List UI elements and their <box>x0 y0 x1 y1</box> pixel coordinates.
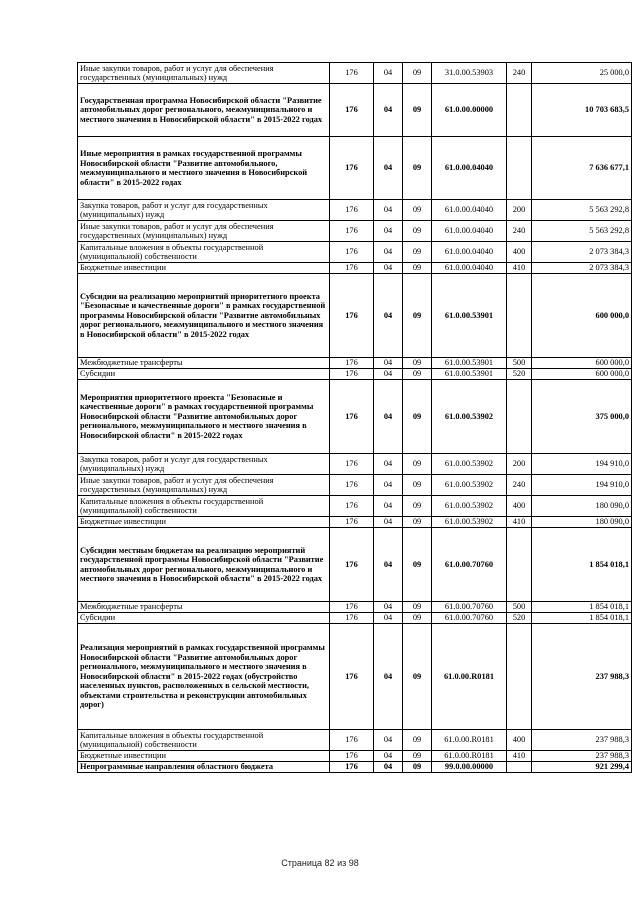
cell-csr: 61.0.00.00000 <box>432 84 507 137</box>
cell-csr: 61.0.00.R0181 <box>432 751 507 762</box>
cell-pr: 09 <box>403 137 432 200</box>
cell-amount: 180 090,0 <box>532 517 632 528</box>
cell-name: Бюджетные инвестиции <box>78 263 330 274</box>
cell-csr: 99.0.00.00000 <box>432 762 507 773</box>
cell-pr: 09 <box>403 242 432 263</box>
cell-ved: 176 <box>330 200 374 221</box>
cell-pr: 09 <box>403 63 432 84</box>
cell-rz: 04 <box>374 517 403 528</box>
cell-ved: 176 <box>330 137 374 200</box>
cell-vr: 410 <box>507 751 532 762</box>
cell-csr: 61.0.00.53901 <box>432 358 507 369</box>
cell-csr: 31.0.00.53903 <box>432 63 507 84</box>
cell-ved: 176 <box>330 369 374 380</box>
table-row <box>78 84 632 137</box>
cell-name: Непрограммные направления областного бюджета <box>78 762 330 773</box>
cell-csr: 61.0.00.R0181 <box>432 730 507 751</box>
cell-ved: 176 <box>330 475 374 496</box>
table-row <box>78 517 632 528</box>
cell-ved: 176 <box>330 762 374 773</box>
cell-ved: 176 <box>330 380 374 454</box>
cell-amount: 1 854 018,1 <box>532 613 632 624</box>
cell-amount: 600 000,0 <box>532 274 632 358</box>
cell-rz: 04 <box>374 496 403 517</box>
table-row <box>78 624 632 730</box>
cell-ved: 176 <box>330 528 374 602</box>
cell-amount: 194 910,0 <box>532 454 632 475</box>
cell-pr: 09 <box>403 274 432 358</box>
table-row <box>78 496 632 517</box>
cell-csr: 61.0.00.04040 <box>432 137 507 200</box>
cell-amount: 7 636 677,1 <box>532 137 632 200</box>
cell-ved: 176 <box>330 84 374 137</box>
cell-vr <box>507 137 532 200</box>
cell-vr: 200 <box>507 454 532 475</box>
cell-name: Мероприятия приоритетного проекта "Безопасные и качественные дороги" в рамках государственной программы Новосибирской области "Развитие автомобильных дорог регионального, межмуниципального и местного значения в Новосибирской области" в 2015-2022 годах <box>78 380 330 454</box>
cell-rz: 04 <box>374 380 403 454</box>
table-row <box>78 528 632 602</box>
cell-amount: 375 000,0 <box>532 380 632 454</box>
cell-vr: 410 <box>507 263 532 274</box>
cell-pr: 09 <box>403 454 432 475</box>
cell-rz: 04 <box>374 242 403 263</box>
cell-name: Государственная программа Новосибирской области "Развитие автомобильных дорог регионального, межмуниципального и местного значения в Новосибирской области" в 2015-2022 годах <box>78 84 330 137</box>
table-row <box>78 751 632 762</box>
cell-name: Капитальные вложения в объекты государственной (муниципальной) собственности <box>78 496 330 517</box>
cell-ved: 176 <box>330 602 374 613</box>
cell-rz: 04 <box>374 137 403 200</box>
cell-rz: 04 <box>374 263 403 274</box>
table-row <box>78 137 632 200</box>
cell-rz: 04 <box>374 528 403 602</box>
table-row <box>78 263 632 274</box>
table-row <box>78 200 632 221</box>
cell-name: Иные мероприятия в рамках государственной программы Новосибирской области "Развитие автомобильного, межмуниципального и местного значения в Новосибирской области" в 2015-2022 годах <box>78 137 330 200</box>
cell-pr: 09 <box>403 475 432 496</box>
page-footer: Страница 82 из 98 <box>281 858 359 868</box>
cell-vr: 500 <box>507 602 532 613</box>
cell-name: Капитальные вложения в объекты государственной (муниципальной) собственности <box>78 730 330 751</box>
cell-amount: 10 703 683,5 <box>532 84 632 137</box>
table-row <box>78 369 632 380</box>
cell-name: Закупка товаров, работ и услуг для государственных (муниципальных) нужд <box>78 200 330 221</box>
cell-pr: 09 <box>403 369 432 380</box>
cell-name: Межбюджетные трансферты <box>78 602 330 613</box>
cell-name: Субсидии местным бюджетам на реализацию мероприятий государственной программы Новосибирской области "Развитие автомобильных дорог регионального, межмуниципального и местного значения в Новосибирской области" в 2015-2022 годах <box>78 528 330 602</box>
cell-vr: 400 <box>507 730 532 751</box>
cell-csr: 61.0.00.53901 <box>432 369 507 380</box>
cell-vr: 500 <box>507 358 532 369</box>
cell-ved: 176 <box>330 730 374 751</box>
table-row <box>78 730 632 751</box>
cell-rz: 04 <box>374 369 403 380</box>
cell-pr: 09 <box>403 751 432 762</box>
cell-ved: 176 <box>330 358 374 369</box>
table-row <box>78 221 632 242</box>
cell-name: Субсидии <box>78 369 330 380</box>
cell-ved: 176 <box>330 496 374 517</box>
cell-rz: 04 <box>374 602 403 613</box>
cell-vr: 240 <box>507 221 532 242</box>
cell-name: Иные закупки товаров, работ и услуг для обеспечения государственных (муниципальных) нужд <box>78 221 330 242</box>
cell-pr: 09 <box>403 528 432 602</box>
cell-rz: 04 <box>374 475 403 496</box>
cell-amount: 921 299,4 <box>532 762 632 773</box>
cell-csr: 61.0.00.R0181 <box>432 624 507 730</box>
cell-vr: 410 <box>507 517 532 528</box>
cell-ved: 176 <box>330 263 374 274</box>
cell-ved: 176 <box>330 242 374 263</box>
cell-vr <box>507 274 532 358</box>
cell-amount: 237 988,3 <box>532 730 632 751</box>
cell-vr <box>507 380 532 454</box>
cell-csr: 61.0.00.53902 <box>432 496 507 517</box>
cell-rz: 04 <box>374 84 403 137</box>
cell-name: Капитальные вложения в объекты государственной (муниципальной) собственности <box>78 242 330 263</box>
cell-amount: 5 563 292,8 <box>532 221 632 242</box>
cell-pr: 09 <box>403 221 432 242</box>
cell-amount: 2 073 384,3 <box>532 242 632 263</box>
table-row <box>78 602 632 613</box>
cell-vr: 240 <box>507 475 532 496</box>
cell-csr: 61.0.00.70760 <box>432 602 507 613</box>
cell-csr: 61.0.00.04040 <box>432 242 507 263</box>
cell-name: Бюджетные инвестиции <box>78 517 330 528</box>
table-row <box>78 475 632 496</box>
cell-ved: 176 <box>330 63 374 84</box>
cell-ved: 176 <box>330 751 374 762</box>
cell-csr: 61.0.00.53901 <box>432 274 507 358</box>
cell-name: Закупка товаров, работ и услуг для государственных (муниципальных) нужд <box>78 454 330 475</box>
table-row <box>78 274 632 358</box>
cell-pr: 09 <box>403 624 432 730</box>
table-row <box>78 454 632 475</box>
cell-amount: 2 073 384,3 <box>532 263 632 274</box>
cell-vr <box>507 84 532 137</box>
cell-name: Субсидии <box>78 613 330 624</box>
cell-amount: 1 854 018,1 <box>532 602 632 613</box>
cell-amount: 194 910,0 <box>532 475 632 496</box>
cell-rz: 04 <box>374 730 403 751</box>
cell-csr: 61.0.00.04040 <box>432 263 507 274</box>
cell-pr: 09 <box>403 263 432 274</box>
cell-rz: 04 <box>374 762 403 773</box>
table-row <box>78 63 632 84</box>
cell-csr: 61.0.00.53902 <box>432 454 507 475</box>
cell-csr: 61.0.00.53902 <box>432 517 507 528</box>
cell-csr: 61.0.00.70760 <box>432 528 507 602</box>
cell-rz: 04 <box>374 454 403 475</box>
cell-pr: 09 <box>403 613 432 624</box>
cell-pr: 09 <box>403 200 432 221</box>
cell-pr: 09 <box>403 730 432 751</box>
cell-csr: 61.0.00.04040 <box>432 221 507 242</box>
cell-pr: 09 <box>403 380 432 454</box>
cell-name: Бюджетные инвестиции <box>78 751 330 762</box>
cell-rz: 04 <box>374 63 403 84</box>
cell-name: Реализация мероприятий в рамках государственной программы Новосибирской области "Развитие автомобильных дорог регионального, межмуниципального и местного значения в Новосибирской области" в 2015-2022 годах (обустройство населенных пунктов, расположенных в сельской местности, объектами строительства и реконструкции автомобильных дорог) <box>78 624 330 730</box>
cell-amount: 237 988,3 <box>532 751 632 762</box>
cell-amount: 180 090,0 <box>532 496 632 517</box>
table-row <box>78 358 632 369</box>
cell-vr: 400 <box>507 496 532 517</box>
cell-pr: 09 <box>403 496 432 517</box>
table-row <box>78 242 632 263</box>
cell-rz: 04 <box>374 200 403 221</box>
cell-rz: 04 <box>374 624 403 730</box>
cell-csr: 61.0.00.70760 <box>432 613 507 624</box>
cell-vr: 200 <box>507 200 532 221</box>
cell-name: Иные закупки товаров, работ и услуг для обеспечения государственных (муниципальных) нужд <box>78 475 330 496</box>
cell-csr: 61.0.00.53902 <box>432 475 507 496</box>
table-row <box>78 762 632 773</box>
cell-amount: 1 854 018,1 <box>532 528 632 602</box>
cell-ved: 176 <box>330 624 374 730</box>
cell-ved: 176 <box>330 454 374 475</box>
cell-pr: 09 <box>403 602 432 613</box>
cell-amount: 25 000,0 <box>532 63 632 84</box>
budget-table <box>77 62 632 773</box>
cell-pr: 09 <box>403 762 432 773</box>
cell-ved: 176 <box>330 221 374 242</box>
cell-rz: 04 <box>374 221 403 242</box>
cell-amount: 600 000,0 <box>532 358 632 369</box>
cell-vr: 240 <box>507 63 532 84</box>
cell-vr <box>507 762 532 773</box>
cell-ved: 176 <box>330 274 374 358</box>
cell-pr: 09 <box>403 84 432 137</box>
cell-rz: 04 <box>374 613 403 624</box>
cell-ved: 176 <box>330 613 374 624</box>
cell-vr <box>507 624 532 730</box>
cell-rz: 04 <box>374 274 403 358</box>
cell-amount: 5 563 292,8 <box>532 200 632 221</box>
cell-vr: 400 <box>507 242 532 263</box>
table-row <box>78 380 632 454</box>
table-body <box>78 63 632 773</box>
cell-ved: 176 <box>330 517 374 528</box>
cell-csr: 61.0.00.04040 <box>432 200 507 221</box>
cell-rz: 04 <box>374 358 403 369</box>
cell-name: Субсидии на реализацию мероприятий приоритетного проекта "Безопасные и качественные дороги" в рамках государственной программы Новосибирской области "Развитие автомобильных дорог регионального, межмуниципального и местного значения в Новосибирской области" в 2015-2022 годах <box>78 274 330 358</box>
cell-pr: 09 <box>403 358 432 369</box>
cell-amount: 600 000,0 <box>532 369 632 380</box>
cell-amount: 237 988,3 <box>532 624 632 730</box>
table-row <box>78 613 632 624</box>
cell-vr: 520 <box>507 369 532 380</box>
cell-vr: 520 <box>507 613 532 624</box>
cell-vr <box>507 528 532 602</box>
cell-rz: 04 <box>374 751 403 762</box>
cell-csr: 61.0.00.53902 <box>432 380 507 454</box>
cell-name: Межбюджетные трансферты <box>78 358 330 369</box>
cell-pr: 09 <box>403 517 432 528</box>
cell-name: Иные закупки товаров, работ и услуг для обеспечения государственных (муниципальных) нужд <box>78 63 330 84</box>
